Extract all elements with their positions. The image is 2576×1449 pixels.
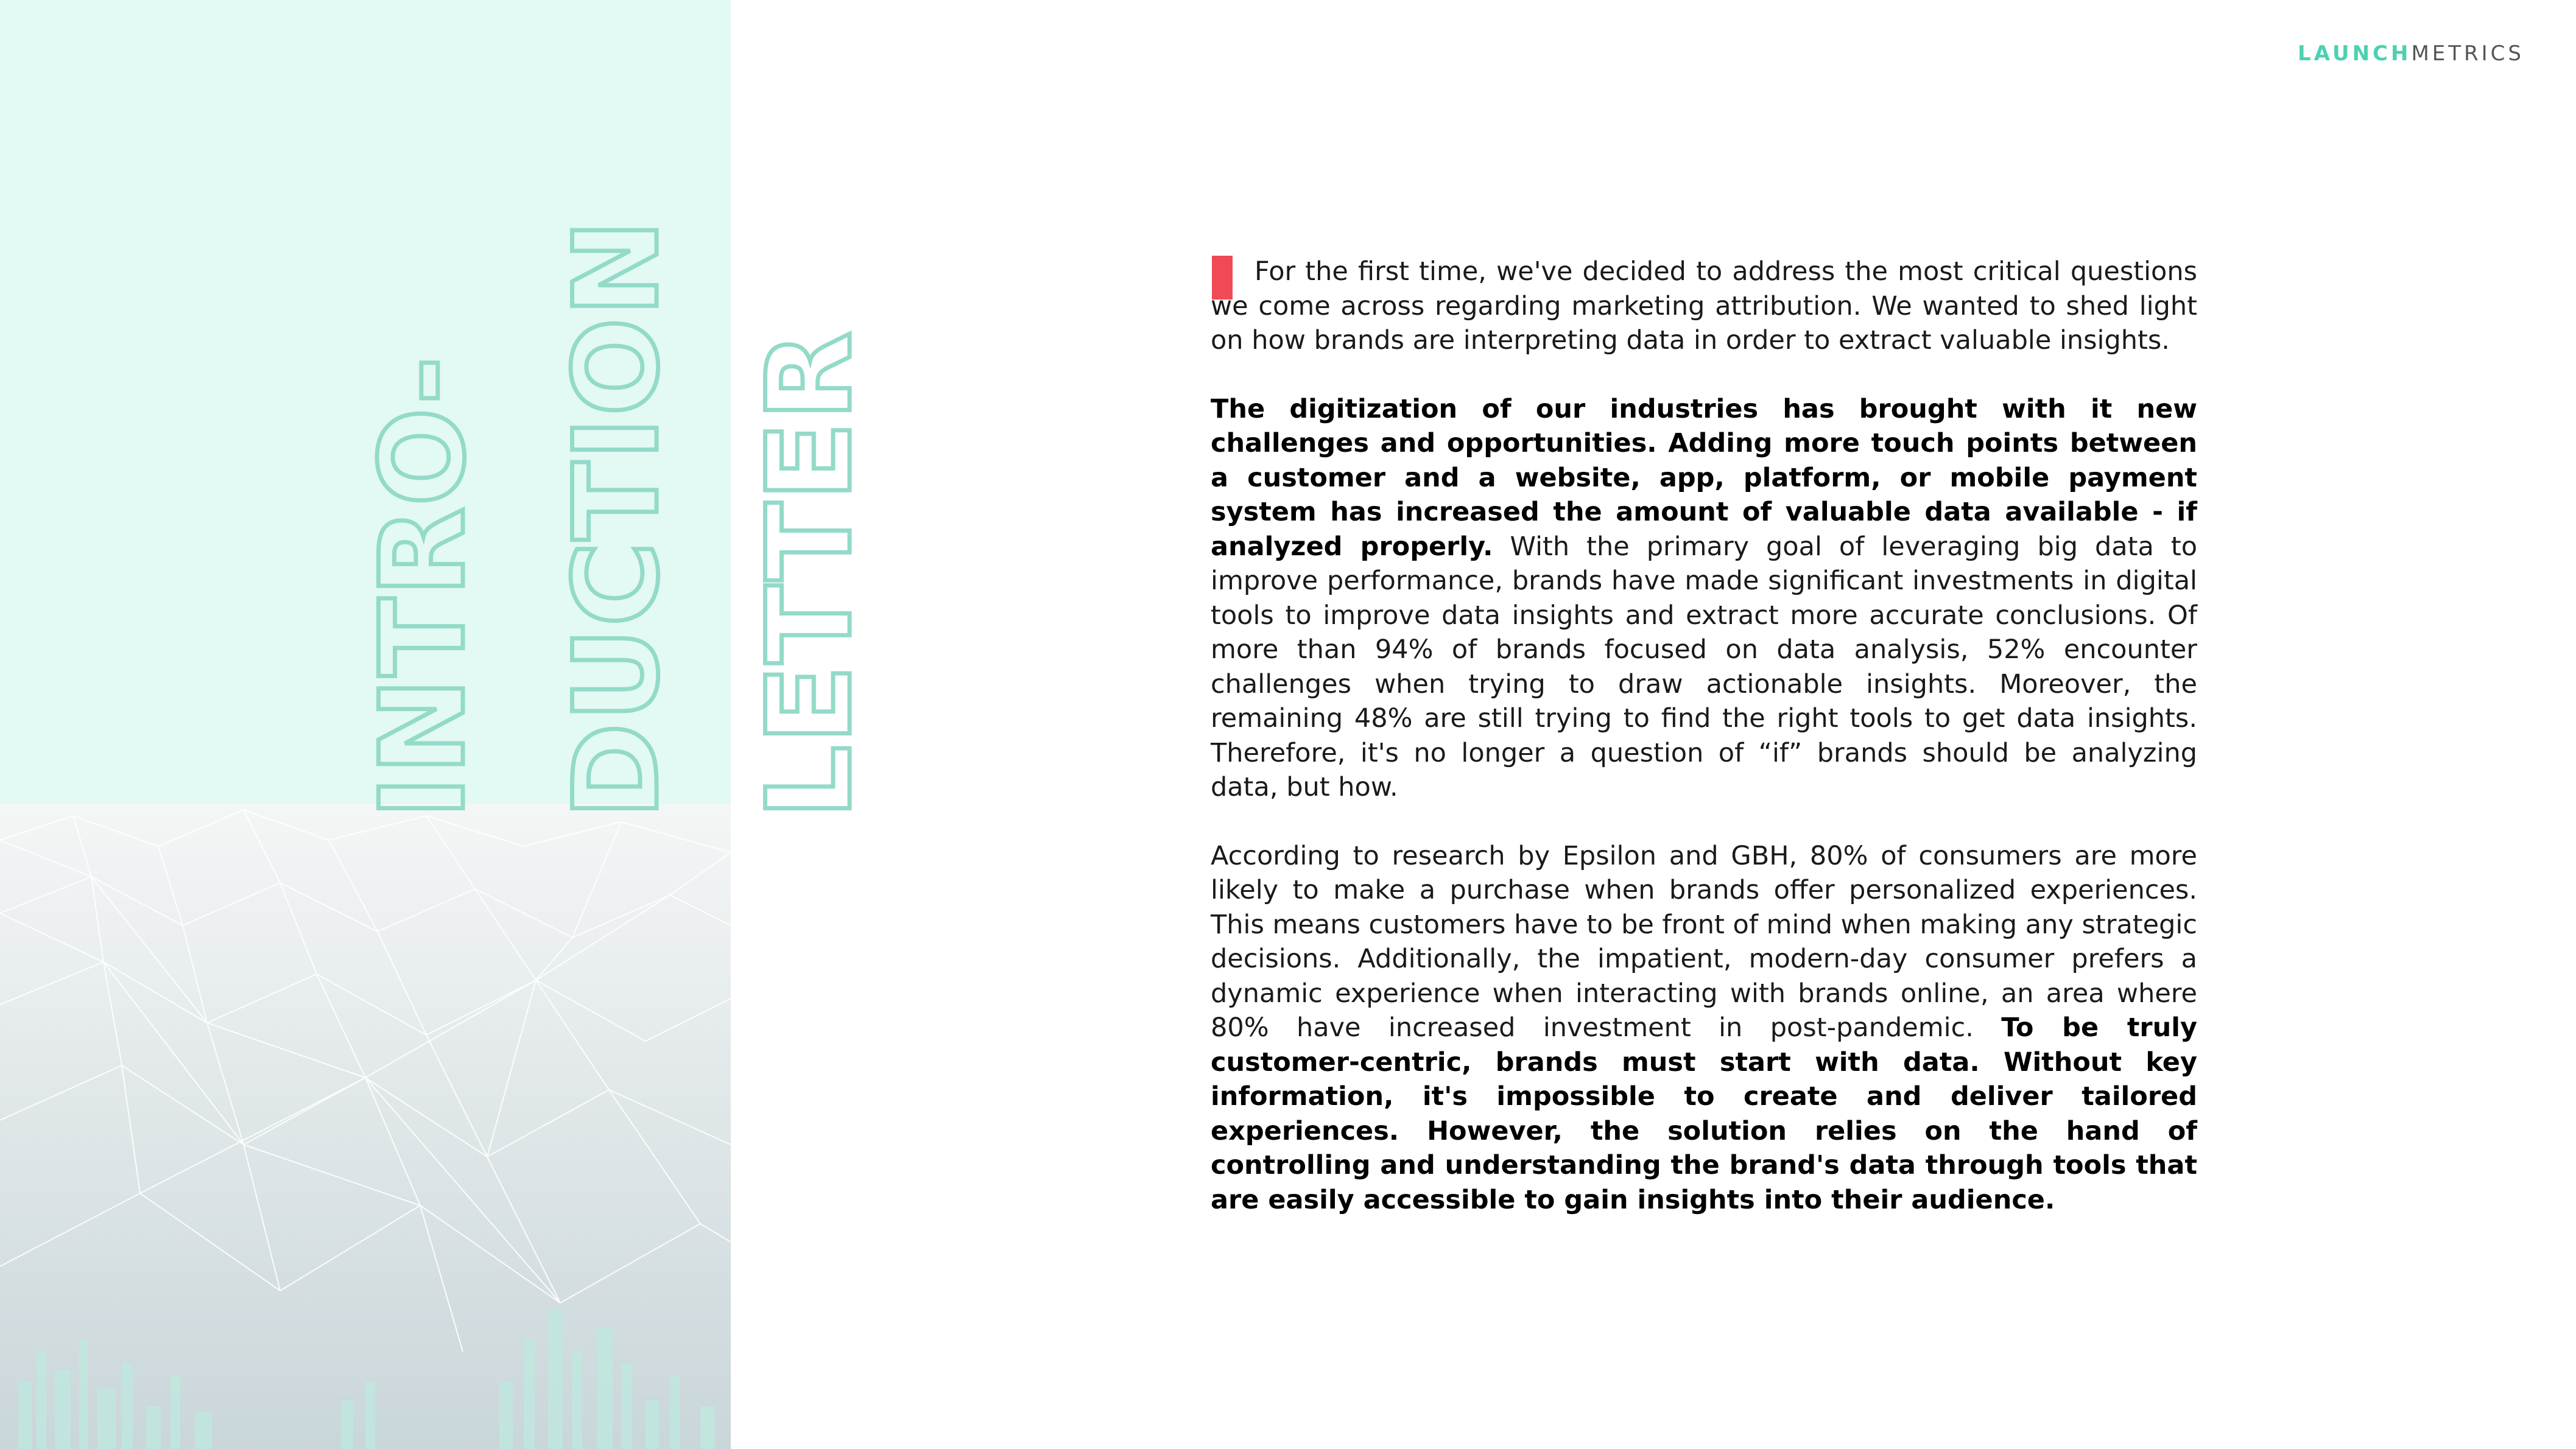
paragraph-2 bbox=[1211, 392, 2197, 805]
paragraph-3-bold: To be truly customer-centric, brands must start with data. Without key information, it's impossible to create and deliver tailored experiences. However, the solution relies on the hand of controlling and understanding the brand's data through tools that are easily accessible to gain insights into their audience. bbox=[1211, 1012, 2197, 1215]
paragraph-2-regular: With the primary goal of leveraging big data to improve performance, brands have made significant investments in digital tools to improve data insights and extract more accurate conclusions. Of more than 94% of brands focused on data analysis, 52% encounter challenges when trying to draw actionable insights. Moreover, the remaining 48% are still trying to find the right tools to get data insights. Therefore, it's no longer a question of “if” brands should be analyzing data, but how. bbox=[1211, 531, 2197, 802]
paragraph-1-text: For the first time, we've decided to address the most critical questions we come across regarding marketing attribution. We wanted to shed light on how brands are interpreting data in order to extract valuable insights. bbox=[1211, 256, 2197, 356]
paragraph-3-regular: According to research by Epsilon and GBH, 80% of consumers are more likely to make a purchase when brands offer personalized experiences. This means customers have to be front of mind when making any strategic decisions. Additionally, the impatient, modern-day consumer prefers a dynamic experience when interacting with brands online, an area where 80% have increased investment in post-pandemic. bbox=[1211, 840, 2197, 1043]
title-intro: INTRO- bbox=[356, 355, 490, 819]
launchmetrics-logo bbox=[2298, 41, 2524, 66]
logo-part-metrics: METRICS bbox=[2411, 41, 2524, 66]
title-letter: LETTER bbox=[742, 330, 877, 819]
polygon-mesh-image bbox=[0, 804, 731, 1449]
letter-body bbox=[1211, 254, 2197, 1251]
paragraph-2-bold: The digitization of our industries has brought with it new challenges and opportunities. Adding more touch points between a customer and a website, app, platform, or mobile payment system has increased the amount of valuable data available - if analyzed properly. bbox=[1211, 393, 2197, 562]
title-duction: DUCTION bbox=[549, 218, 684, 819]
logo-part-launch: LAUNCH bbox=[2298, 41, 2412, 66]
paragraph-1 bbox=[1211, 254, 2197, 358]
paragraph-3 bbox=[1211, 839, 2197, 1218]
